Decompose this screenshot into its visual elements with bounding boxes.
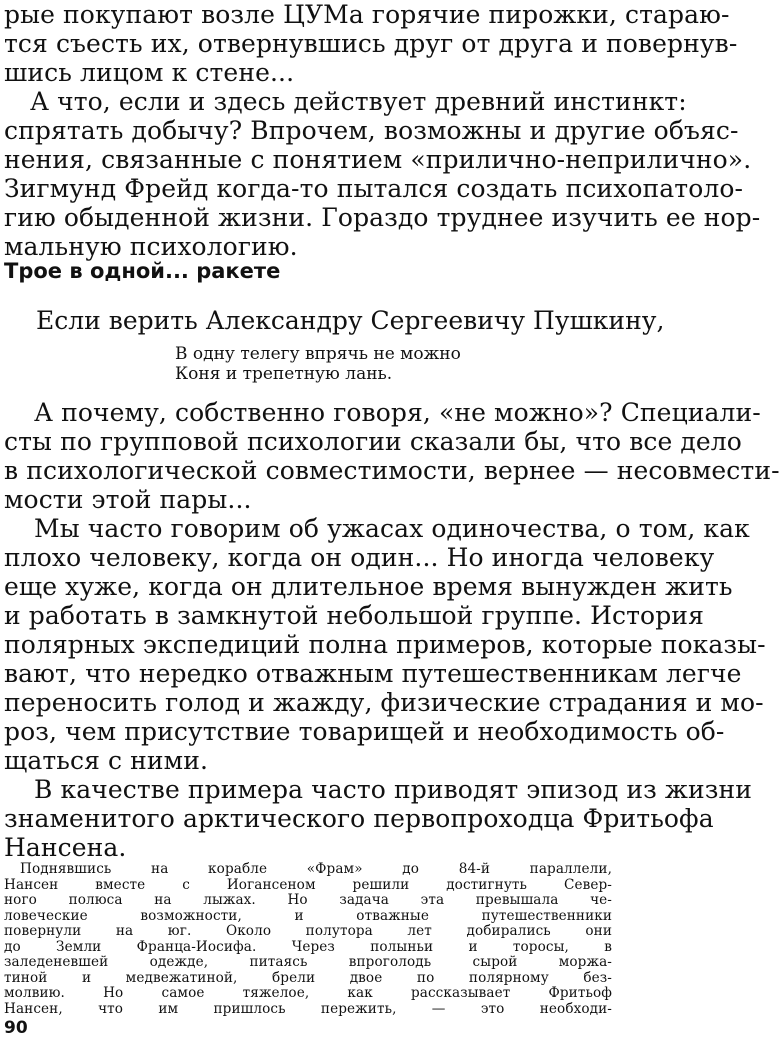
section-title: Трое в одной... ракете bbox=[4, 259, 281, 283]
verse-line: В одну телегу впрячь не можно bbox=[175, 344, 461, 364]
text-line: плохо человеку, когда он один... Но иногда человеку bbox=[4, 543, 715, 572]
text-line: Нансен вместе с Иогансеном решили достигнуть Север- bbox=[4, 876, 612, 893]
text-line: ловеческие возможности, и отважные путешественники bbox=[4, 907, 612, 924]
text-line: молвию. Но самое тяжелое, как рассказывает Фритьоф bbox=[4, 985, 612, 1001]
text-line: нения, связанные с понятием «прилично-неприлично». bbox=[4, 145, 752, 174]
text-line: тся съесть их, отвернувшись друг от друга и повернув- bbox=[4, 29, 738, 58]
text-line: сты по групповой психологии сказали бы, что все дело bbox=[4, 427, 742, 456]
text-line: В качестве примера часто приводят эпизод из жизни bbox=[34, 775, 753, 804]
text-line: Поднявшись на корабле «Фрам» до 84-й параллели, bbox=[20, 861, 612, 877]
verse-line: Коня и трепетную лань. bbox=[175, 364, 393, 384]
intro-line: Если верить Александру Сергеевичу Пушкину, bbox=[36, 306, 665, 335]
text-line: Мы часто говорим об ужасах одиночества, о том, как bbox=[34, 514, 750, 543]
text-line: заледеневшей одежде, питаясь впроголодь сырой моржа- bbox=[4, 954, 612, 970]
text-line: шись лицом к стене... bbox=[4, 58, 295, 87]
text-line: Зигмунд Фрейд когда-то пытался создать психопатоло- bbox=[4, 174, 744, 203]
text-line: Нансен, что им пришлось пережить, — это необходи- bbox=[4, 1000, 612, 1017]
text-line: А что, если и здесь действует древний инстинкт: bbox=[30, 87, 687, 116]
text-line: до Земли Франца-Иосифа. Через полыньи и торосы, в bbox=[4, 938, 612, 955]
page-number: 90 bbox=[4, 1018, 28, 1038]
text-line: и работать в замкнутой небольшой группе. История bbox=[4, 601, 704, 630]
text-line: вают, что нередко отважным путешественникам легче bbox=[4, 659, 742, 688]
text-line: мости этой пары... bbox=[4, 485, 252, 514]
text-line: переносить голод и жажду, физические страдания и мо- bbox=[4, 688, 764, 717]
text-line: гию обыденной жизни. Гораздо труднее изучить ее нор- bbox=[4, 203, 761, 232]
text-line: спрятать добычу? Впрочем, возможны и другие объяс- bbox=[4, 116, 739, 145]
text-line: А почему, собственно говоря, «не можно»? Специали- bbox=[34, 398, 761, 427]
text-line: рые покупают возле ЦУМа горячие пирожки, стараю- bbox=[4, 0, 730, 29]
text-line: роз, чем присутствие товарищей и необходимость об- bbox=[4, 717, 725, 746]
text-line: полярных экспедиций полна примеров, которые показы- bbox=[4, 630, 766, 659]
text-line: ного полюса на лыжах. Но задача эта превышала че- bbox=[4, 892, 612, 908]
text-line: Нансена. bbox=[4, 833, 127, 862]
text-line: тиной и медвежатиной, брели двое по полярному без- bbox=[4, 969, 612, 986]
text-line: мальную психологию. bbox=[4, 232, 298, 261]
text-line: еще хуже, когда он длительное время вынужден жить bbox=[4, 572, 733, 601]
text-line: в психологической совместимости, вернее — несовмести- bbox=[4, 456, 780, 485]
text-line: знаменитого арктического первопроходца Фритьофа bbox=[4, 804, 714, 833]
text-line: щаться с ними. bbox=[4, 746, 209, 775]
text-line: повернули на юг. Около полутора лет добирались они bbox=[4, 923, 612, 939]
